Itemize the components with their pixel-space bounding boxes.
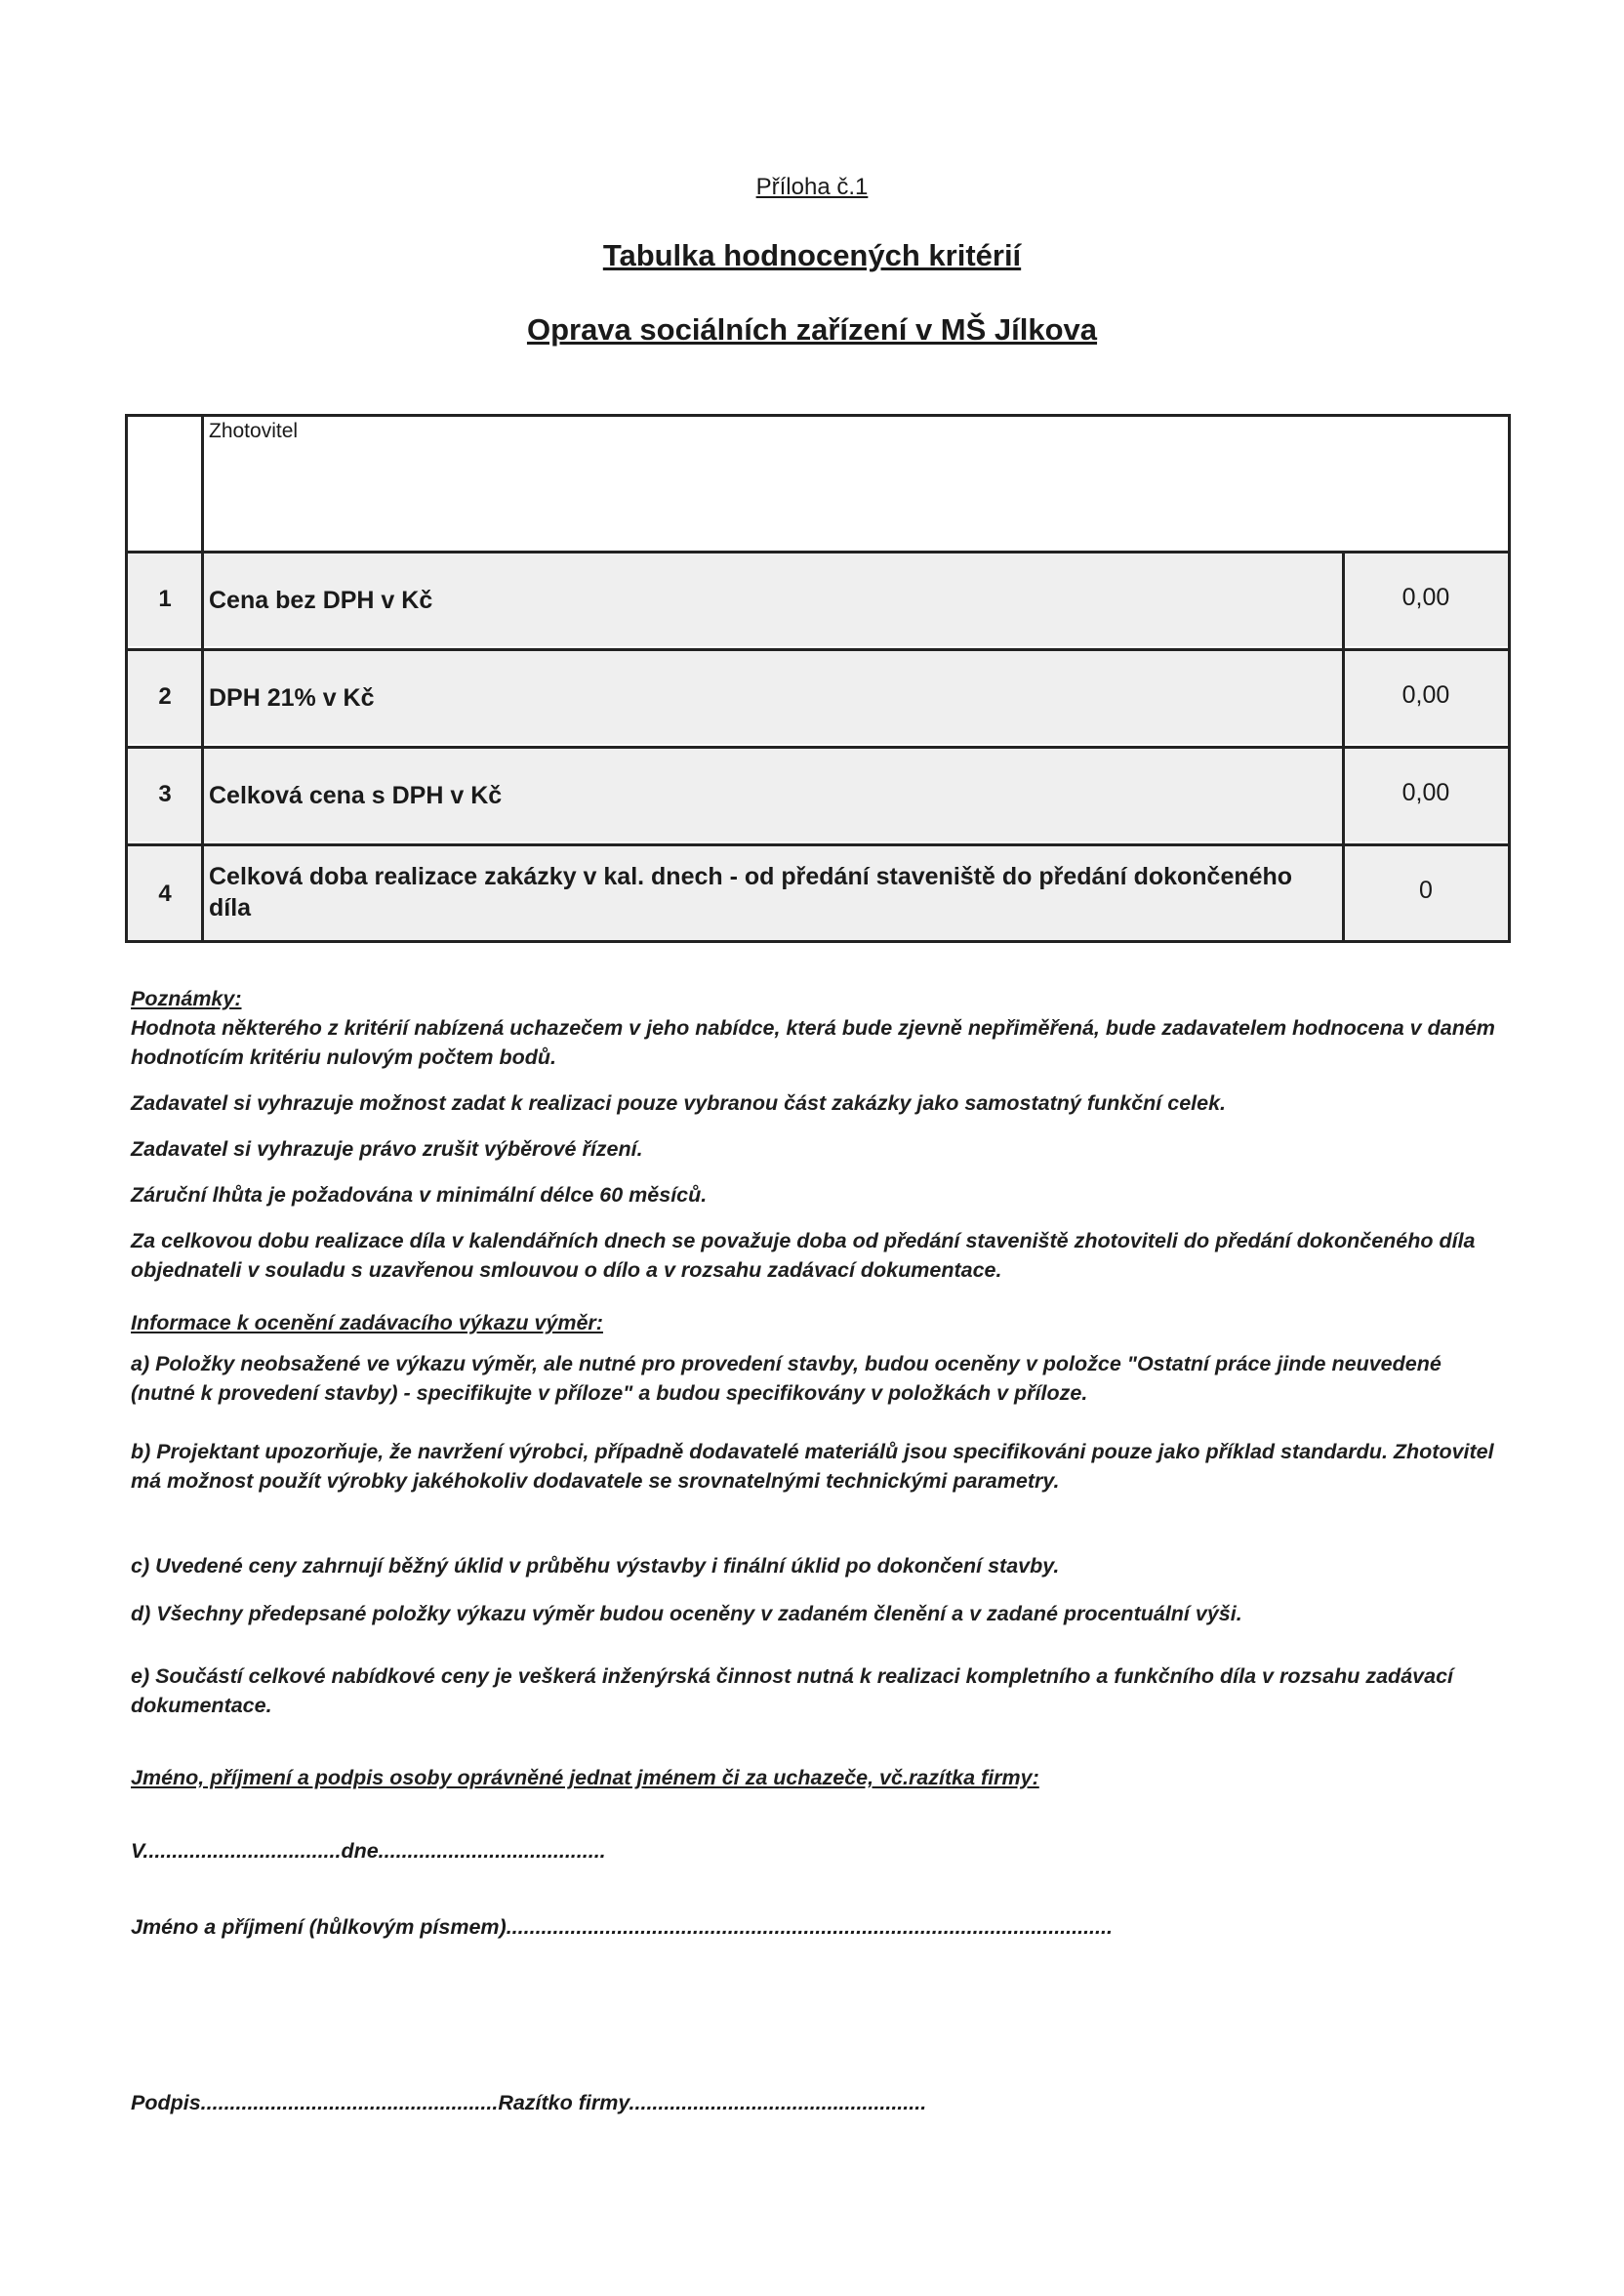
note-item: Zadavatel si vyhrazuje možnost zadat k realizaci pouze vybranou část zakázky jako samostatný funkční celek. xyxy=(131,1091,1227,1115)
row-value: 0,00 xyxy=(1401,779,1450,806)
row-value: 0 xyxy=(1419,877,1433,904)
table-divider xyxy=(125,746,1511,749)
row-label: Celková cena s DPH v Kč xyxy=(209,782,503,809)
place-date-field: V..................................dne....................................... xyxy=(131,1839,606,1863)
row-value: 0,00 xyxy=(1401,681,1450,709)
table-divider xyxy=(201,414,204,943)
pricing-item-b: b) Projektant upozorňuje, že navržení výrobci, případně dodavatelé materiálů jsou specifikováni pouze jako příklad standardu. Zhotovitel má možnost použít výrobky jakéhokoliv dodavatele se srovnatelnými technickými parametry. xyxy=(131,1440,1494,1493)
note-item: Zadavatel si vyhrazuje právo zrušit výběrové řízení. xyxy=(131,1137,643,1161)
row-label: DPH 21% v Kč xyxy=(209,684,375,712)
attachment-label: Příloha č.1 xyxy=(755,174,869,200)
note-item: Hodnota některého z kritérií nabízená uchazečem v jeho nabídce, která bude zjevně nepřiměřená, bude zadavatelem hodnocena v daném hodnotícím kritériu nulovým počtem bodů. xyxy=(131,1016,1495,1069)
contractor-label: Zhotovitel xyxy=(209,420,299,442)
document-title: Tabulka hodnocených kritérií xyxy=(602,238,1022,272)
row-number: 2 xyxy=(158,683,172,710)
row-number: 4 xyxy=(158,881,172,907)
note-item: Záruční lhůta je požadována v minimální délce 60 měsíců. xyxy=(131,1183,708,1207)
pricing-item-c: c) Uvedené ceny zahrnují běžný úklid v průběhu výstavby i finální úklid po dokončení stavby. xyxy=(131,1554,1060,1578)
table-divider xyxy=(125,843,1511,846)
row-label: Cena bez DPH v Kč xyxy=(209,587,433,614)
name-field: Jméno a příjmení (hůlkovým písmem)........................................................................................................ xyxy=(131,1915,1113,1939)
signature-heading: Jméno, příjmení a podpis osoby oprávněné jednat jménem či za uchazeče, vč.razítka firmy: xyxy=(131,1766,1039,1789)
table-divider xyxy=(125,551,1511,554)
note-item: Za celkovou dobu realizace díla v kalendářních dnech se považuje doba od předání staveniště zhotoviteli do předání dokončeného díla objednateli v souladu s uzavřenou smlouvou o dílo a v rozsahu zadávací dokumentace. xyxy=(131,1229,1476,1282)
pricing-item-a: a) Položky neobsažené ve výkazu výměr, ale nutné pro provedení stavby, budou oceněny v položce "Ostatní práce jinde neuvedené (nutné k provedení stavby) - specifikujte v příloze" a budou specifikovány v položkách v příloze. xyxy=(131,1352,1441,1405)
pricing-item-e: e) Součástí celkové nabídkové ceny je veškerá inženýrská činnost nutná k realizaci kompletního a funkčního díla v rozsahu zadávací dokumentace. xyxy=(131,1664,1453,1717)
pricing-info-heading: Informace k ocenění zadávacího výkazu výměr: xyxy=(131,1311,603,1334)
row-number: 1 xyxy=(158,586,172,612)
notes-heading: Poznámky: xyxy=(131,987,242,1010)
table-divider xyxy=(125,648,1511,651)
row-label: Celková doba realizace zakázky v kal. dnech - od předání staveniště do předání dokončeného díla xyxy=(209,863,1293,922)
sign-stamp-field: Podpis...................................................Razítko firmy................................................... xyxy=(131,2091,927,2114)
row-number: 3 xyxy=(158,781,172,807)
pricing-item-d: d) Všechny předepsané položky výkazu výměr budou oceněny v zadaném členění a v zadané procentuální výši. xyxy=(131,1602,1242,1625)
row-value: 0,00 xyxy=(1401,584,1450,611)
document-subtitle: Oprava sociálních zařízení v MŠ Jílkova xyxy=(526,312,1098,347)
